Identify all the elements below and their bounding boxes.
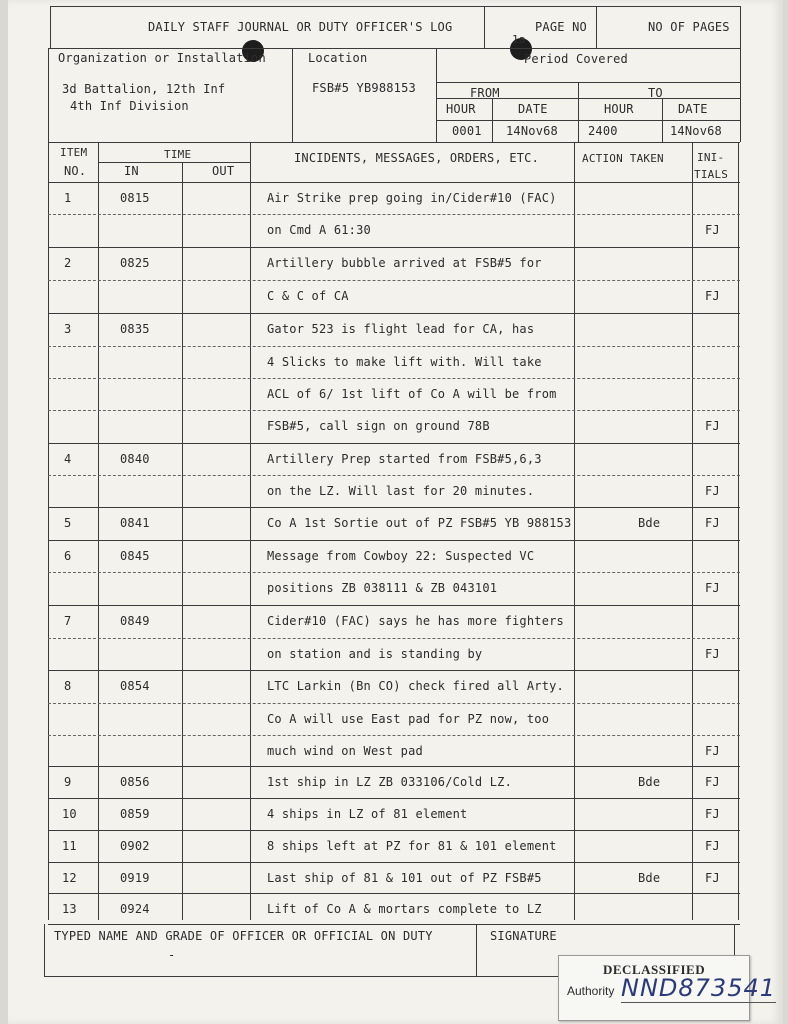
row-initials: FJ bbox=[705, 516, 720, 530]
to-hour-label: HOUR bbox=[604, 102, 634, 116]
rule-line bbox=[182, 162, 183, 920]
rule-line bbox=[48, 410, 740, 411]
rule-line bbox=[44, 924, 45, 976]
row-item-number: 4 bbox=[64, 452, 72, 466]
rule-line bbox=[48, 443, 740, 444]
col-in: IN bbox=[124, 164, 139, 178]
col-time: TIME bbox=[164, 148, 192, 161]
period-label: Period Covered bbox=[524, 52, 628, 66]
rule-line bbox=[48, 214, 740, 215]
row-item-number: 7 bbox=[64, 614, 72, 628]
authority-label: Authority bbox=[567, 984, 615, 998]
rule-line bbox=[738, 142, 739, 920]
row-initials: FJ bbox=[705, 581, 720, 595]
row-time-in: 0845 bbox=[120, 549, 150, 563]
location-label: Location bbox=[308, 51, 368, 65]
rule-line bbox=[50, 6, 740, 7]
row-incident-text: much wind on West pad bbox=[267, 744, 423, 758]
rule-line bbox=[692, 142, 693, 920]
rule-line bbox=[48, 48, 49, 920]
row-time-in: 0841 bbox=[120, 516, 150, 530]
rule-line bbox=[48, 247, 740, 248]
location-value: FSB#5 YB988153 bbox=[312, 81, 416, 95]
org-line-2: 4th Inf Division bbox=[70, 99, 189, 113]
to-hour-value: 2400 bbox=[588, 124, 618, 138]
row-incident-text: Artillery bubble arrived at FSB#5 for bbox=[267, 256, 542, 270]
rule-line bbox=[436, 120, 740, 121]
row-initials: FJ bbox=[705, 839, 720, 853]
row-incident-text: Artillery Prep started from FSB#5,6,3 bbox=[267, 452, 542, 466]
row-initials: FJ bbox=[705, 775, 720, 789]
row-incident-text: 8 ships left at PZ for 81 & 101 element bbox=[267, 839, 557, 853]
rule-line bbox=[48, 605, 740, 606]
row-action-taken: Bde bbox=[638, 516, 661, 530]
rule-line bbox=[48, 475, 740, 476]
to-date-label: DATE bbox=[678, 102, 708, 116]
rule-line bbox=[48, 798, 740, 799]
rule-line bbox=[48, 893, 740, 894]
row-time-in: 0919 bbox=[120, 871, 150, 885]
authority-number: NND873541 bbox=[621, 974, 777, 1002]
rule-line bbox=[48, 540, 740, 541]
row-item-number: 3 bbox=[64, 322, 72, 336]
col-out: OUT bbox=[212, 164, 235, 178]
rule-line bbox=[48, 182, 740, 183]
row-incident-text: on Cmd A 61:30 bbox=[267, 223, 371, 237]
row-item-number: 9 bbox=[64, 775, 72, 789]
from-label: FROM bbox=[470, 86, 500, 100]
col-initials-2: TIALS bbox=[694, 168, 729, 181]
rule-line bbox=[48, 507, 740, 508]
row-time-in: 0924 bbox=[120, 902, 150, 916]
rule-line bbox=[740, 6, 741, 142]
rule-line bbox=[436, 48, 437, 142]
row-time-in: 0840 bbox=[120, 452, 150, 466]
row-incident-text: positions ZB 038111 & ZB 043101 bbox=[267, 581, 498, 595]
to-label: TO bbox=[648, 86, 663, 100]
rule-line bbox=[292, 48, 293, 142]
rule-line bbox=[48, 313, 740, 314]
row-item-number: 6 bbox=[64, 549, 72, 563]
row-time-in: 0835 bbox=[120, 322, 150, 336]
row-incident-text: C & C of CA bbox=[267, 289, 349, 303]
row-initials: FJ bbox=[705, 289, 720, 303]
rule-line bbox=[48, 735, 740, 736]
from-date-value: 14Nov68 bbox=[506, 124, 558, 138]
rule-line bbox=[48, 48, 740, 49]
row-incident-text: 4 Slicks to make lift with. Will take bbox=[267, 355, 542, 369]
row-item-number: 2 bbox=[64, 256, 72, 270]
from-hour-value: 0001 bbox=[452, 124, 482, 138]
rule-line bbox=[48, 638, 740, 639]
signature-label: SIGNATURE bbox=[490, 929, 557, 943]
row-item-number: 1 bbox=[64, 191, 72, 205]
row-time-in: 0854 bbox=[120, 679, 150, 693]
row-incident-text: Co A 1st Sortie out of PZ FSB#5 YB 988153 bbox=[267, 516, 572, 530]
page-no-value: 1a bbox=[512, 33, 526, 46]
rule-line bbox=[578, 82, 579, 142]
rule-line bbox=[48, 830, 740, 831]
declassified-stamp bbox=[558, 955, 777, 1021]
row-action-taken: Bde bbox=[638, 775, 661, 789]
row-incident-text: on the LZ. Will last for 20 minutes. bbox=[267, 484, 535, 498]
col-incidents: INCIDENTS, MESSAGES, ORDERS, ETC. bbox=[294, 151, 540, 165]
rule-line bbox=[48, 766, 740, 767]
row-time-in: 0902 bbox=[120, 839, 150, 853]
row-item-number: 8 bbox=[64, 679, 72, 693]
org-line-1: 3d Battalion, 12th Inf bbox=[62, 82, 226, 96]
col-initials-1: INI- bbox=[697, 151, 725, 164]
row-incident-text: Message from Cowboy 22: Suspected VC bbox=[267, 549, 535, 563]
row-initials: FJ bbox=[705, 807, 720, 821]
row-incident-text: FSB#5, call sign on ground 78B bbox=[267, 419, 490, 433]
no-of-pages-label: NO OF PAGES bbox=[648, 20, 730, 34]
rule-line bbox=[596, 6, 597, 48]
row-time-in: 0859 bbox=[120, 807, 150, 821]
from-date-label: DATE bbox=[518, 102, 548, 116]
rule-line bbox=[484, 6, 485, 48]
to-date-value: 14Nov68 bbox=[670, 124, 722, 138]
typed-name-label: TYPED NAME AND GRADE OF OFFICER OR OFFICIAL ON DUTY bbox=[54, 929, 433, 943]
rule-line bbox=[50, 6, 51, 48]
page-no-label: PAGE NO bbox=[535, 20, 587, 34]
rule-line bbox=[48, 378, 740, 379]
rule-line bbox=[492, 98, 493, 142]
row-incident-text: 1st ship in LZ ZB 033106/Cold LZ. bbox=[267, 775, 513, 789]
row-initials: FJ bbox=[705, 223, 720, 237]
rule-line bbox=[98, 162, 250, 163]
rule-line bbox=[44, 976, 560, 977]
row-time-in: 0815 bbox=[120, 191, 150, 205]
row-incident-text: Air Strike prep going in/Cider#10 (FAC) bbox=[267, 191, 557, 205]
row-incident-text: ACL of 6/ 1st lift of Co A will be from bbox=[267, 387, 557, 401]
col-item: ITEM bbox=[60, 146, 88, 159]
rule-line bbox=[48, 346, 740, 347]
org-label: Organization or Installation bbox=[58, 51, 266, 65]
rule-line bbox=[250, 142, 251, 920]
col-no: NO. bbox=[64, 164, 87, 178]
rule-line bbox=[48, 703, 740, 704]
row-initials: FJ bbox=[705, 484, 720, 498]
rule-line bbox=[436, 98, 740, 99]
row-time-in: 0856 bbox=[120, 775, 150, 789]
row-incident-text: Lift of Co A & mortars complete to LZ bbox=[267, 902, 542, 916]
form-title: DAILY STAFF JOURNAL OR DUTY OFFICER'S LOG bbox=[148, 20, 453, 34]
row-initials: FJ bbox=[705, 647, 720, 661]
col-action: ACTION TAKEN bbox=[582, 152, 664, 165]
row-initials: FJ bbox=[705, 871, 720, 885]
row-item-number: 11 bbox=[62, 839, 77, 853]
row-incident-text: Last ship of 81 & 101 out of PZ FSB#5 bbox=[267, 871, 542, 885]
row-incident-text: on station and is standing by bbox=[267, 647, 483, 661]
rule-line bbox=[48, 924, 740, 925]
rule-line bbox=[734, 924, 735, 956]
rule-line bbox=[48, 572, 740, 573]
row-incident-text: Co A will use East pad for PZ now, too bbox=[267, 712, 550, 726]
row-initials: FJ bbox=[705, 744, 720, 758]
row-item-number: 10 bbox=[62, 807, 77, 821]
row-time-in: 0849 bbox=[120, 614, 150, 628]
rule-line bbox=[662, 98, 663, 142]
row-incident-text: Cider#10 (FAC) says he has more fighters bbox=[267, 614, 564, 628]
row-initials: FJ bbox=[705, 419, 720, 433]
footer-dash: - bbox=[168, 948, 176, 962]
from-hour-label: HOUR bbox=[446, 102, 476, 116]
rule-line bbox=[48, 142, 740, 143]
rule-line bbox=[48, 280, 740, 281]
row-item-number: 5 bbox=[64, 516, 72, 530]
row-incident-text: LTC Larkin (Bn CO) check fired all Arty. bbox=[267, 679, 564, 693]
rule-line bbox=[98, 142, 99, 920]
rule-line bbox=[476, 924, 477, 976]
rule-line bbox=[48, 670, 740, 671]
rule-line bbox=[574, 142, 575, 920]
row-time-in: 0825 bbox=[120, 256, 150, 270]
row-action-taken: Bde bbox=[638, 871, 661, 885]
rule-line bbox=[436, 82, 740, 83]
declassified-label: DECLASSIFIED bbox=[603, 962, 706, 977]
row-item-number: 12 bbox=[62, 871, 77, 885]
row-incident-text: 4 ships in LZ of 81 element bbox=[267, 807, 468, 821]
row-incident-text: Gator 523 is flight lead for CA, has bbox=[267, 322, 535, 336]
row-item-number: 13 bbox=[62, 902, 77, 916]
rule-line bbox=[48, 862, 740, 863]
